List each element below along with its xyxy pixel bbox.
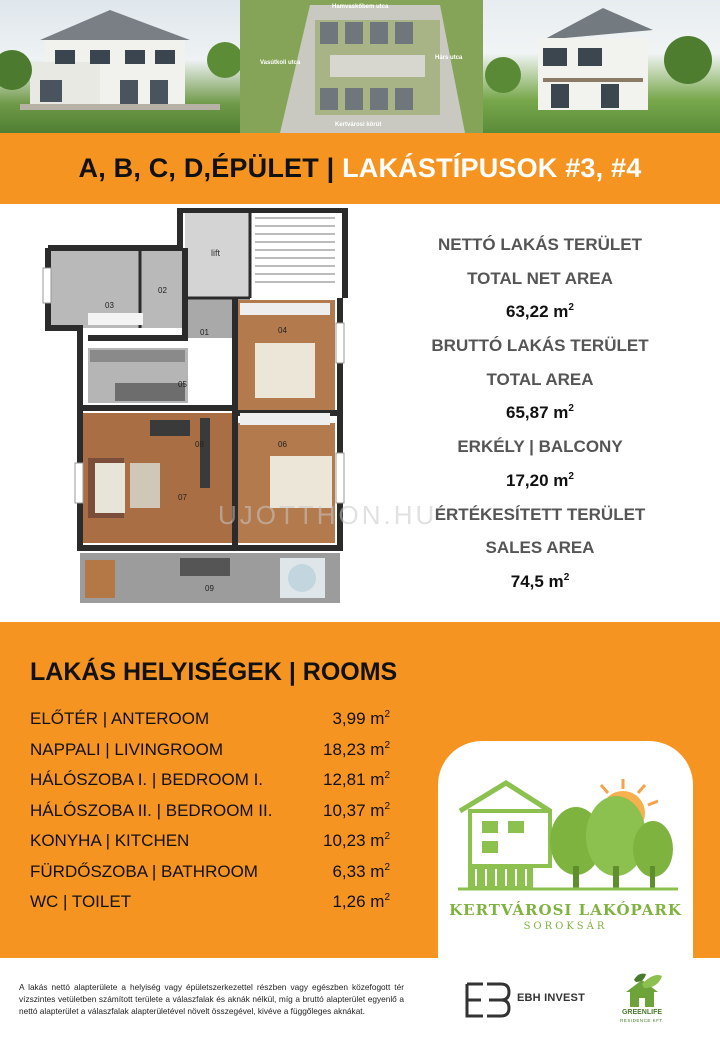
room-row — [30, 892, 400, 920]
gross-area-label-en: TOTAL AREA — [486, 369, 594, 389]
room-label-09: 09 — [205, 584, 214, 593]
kertvarosi-logo — [438, 741, 693, 958]
net-area-label-en: TOTAL NET AREA — [467, 268, 613, 288]
room-row — [30, 831, 400, 859]
greenlife-leaf-icon — [612, 970, 672, 1010]
room-row — [30, 740, 400, 768]
room-name: KONYHA | KITCHEN — [30, 831, 190, 850]
ebh-invest-logo — [463, 978, 593, 1022]
title-buildings: A, B, C, D,ÉPÜLET | — [78, 153, 335, 183]
sales-area-label-en: SALES AREA — [485, 538, 595, 558]
watermark: UJOTTHON.HU — [218, 500, 438, 530]
room-row — [30, 709, 400, 737]
title-bar — [0, 133, 720, 204]
room-label-02: 02 — [158, 286, 167, 295]
room-area: 12,81 $m^2$ — [323, 770, 390, 789]
gross-area-label-hu: BRUTTÓ LAKÁS TERÜLET — [431, 336, 649, 356]
site-map-photo — [240, 0, 483, 133]
ebh-mark-icon — [463, 978, 513, 1022]
room-name: HÁLÓSZOBA I. | BEDROOM I. — [30, 770, 264, 789]
net-area-label-hu: NETTÓ LAKÁS TERÜLET — [438, 235, 642, 254]
ebh-invest-name: EBH INVEST — [517, 992, 586, 1004]
room-row — [30, 770, 400, 798]
street-label-right: Hárs utca — [435, 55, 463, 61]
room-label-07: 07 — [178, 493, 187, 502]
room-area: 1,26 $m^2$ — [332, 892, 390, 911]
greenlife-logo — [612, 970, 672, 1030]
logo-location: SOROKSÁR — [523, 921, 608, 932]
disclaimer-text: A lakás nettó alapterülete a helyiség vagy épületszerkezettel részben vagy egészben közefogott tér vízszintes vetületben számított területe a válaszfalak és aknák nélkül, míg a bruttó alapterület egyenlő a nettó alapterület a válaszfalak alapterületével növelt összegével, kivéve a függőleges aknákat. — [19, 982, 404, 1016]
floor-plan — [40, 208, 360, 608]
room-label-06: 06 — [278, 440, 287, 449]
room-row — [30, 801, 400, 829]
room-label-04: 04 — [278, 326, 287, 335]
sales-area-label-hu: ÉRTÉKESÍTETT TERÜLET — [434, 504, 646, 524]
rooms-heading: LAKÁS HELYISÉGEK | ROOMS — [30, 658, 398, 686]
logo-graphic — [438, 741, 693, 901]
room-area: 3,99 $m^2$ — [332, 709, 390, 728]
page-title — [79, 153, 642, 184]
gross-area-value: 65,87 $m^2$ — [506, 403, 574, 423]
lift-label: lift — [211, 248, 220, 258]
room-name: HÁLÓSZOBA II. | BEDROOM II. — [30, 800, 273, 820]
title-apartment-types: LAKÁSTÍPUSOK #3, #4 — [342, 153, 642, 183]
room-area: 18,23 $m^2$ — [323, 739, 390, 759]
net-area-value: 63,22 $m^2$ — [506, 302, 574, 322]
sales-area-value: 74,5 $m^2$ — [510, 571, 570, 591]
header-photos — [0, 0, 720, 133]
room-name: ELŐTÉR | ANTEROOM — [30, 709, 210, 728]
room-label-05: 05 — [178, 380, 187, 389]
room-label-01: 01 — [200, 328, 209, 337]
room-area: 10,23 $m^2$ — [323, 831, 390, 850]
room-name: NAPPALI | LIVINGROOM — [30, 739, 224, 759]
logo-name: KERTVÁROSI LAKÓPARK — [449, 901, 682, 919]
room-row — [30, 862, 400, 890]
room-name: FÜRDŐSZOBA | BATHROOM — [30, 861, 258, 881]
greenlife-subtitle: RESIDENCE KFT. — [620, 1018, 664, 1023]
room-label-03: 03 — [105, 301, 114, 310]
greenlife-name: GREENLIFE — [621, 1009, 663, 1016]
room-area: 6,33 $m^2$ — [332, 861, 390, 881]
street-label-top: Hamvaskőbem utca — [332, 4, 389, 10]
street-label-left: Vasútkoli utca — [260, 60, 301, 66]
room-name: WC | TOILET — [30, 892, 132, 911]
room-label-08: 08 — [195, 440, 204, 449]
street-label-bottom: Kertvárosi körút — [335, 122, 382, 128]
balcony-label: ERKÉLY | BALCONY — [457, 437, 623, 457]
room-area: 10,37 $m^2$ — [323, 800, 390, 820]
building-render-photo-1 — [0, 0, 240, 133]
balcony-value: 17,20 $m^2$ — [506, 470, 574, 490]
area-summary — [380, 228, 700, 599]
building-render-photo-2 — [483, 0, 720, 133]
